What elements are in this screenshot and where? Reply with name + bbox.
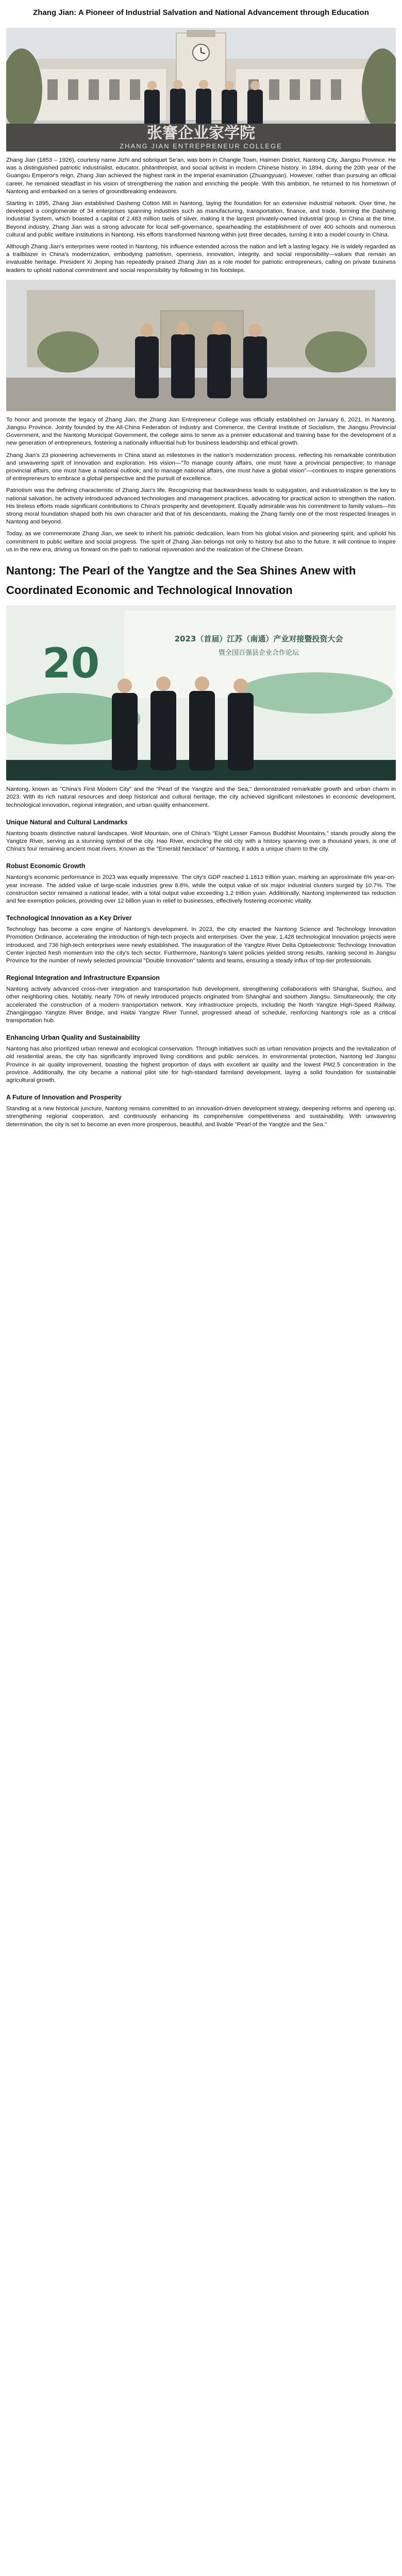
section-heading: Robust Economic Growth: [6, 862, 86, 870]
section-text: Technology has become a core engine of Nantong's development. In 2023, the city enacted the Nantong Science and Technology Innovation Promotion Ordinance, accelerating the introduction of high-tech projects and enterprises. Over the year, 1,428 technological innovation projects were introduced, and 736 high-tech enterprises were newly established. The inauguration of the Yangtze River Delta Optoelectronic Technology Innovation Center injected fresh momentum into the city's tech sector. Furthermore, Nantong's talent policies yielded strong results, ranking second in Jiangsu Province for the number of newly selected provincial "Double Innovation" talents and teams, ensuring a steady influx of top-tier professionals.: [6, 926, 396, 964]
paragraph: Zhang Jian's 23 pioneering achievements in China stand as milestones in the nation's modernization process, reflecting his remarkable contribution and unwavering spirit of innovation and exploration. His vision—"To manage county affairs, one must have a provincial perspective; to manage provincial affairs, one must have a national outlook; and to manage national affairs, one must have a global vision"—continues to inspire generations of entrepreneurs to embrace a global perspective and the pursuit of excellence.: [6, 452, 396, 482]
group-indoors-image: [6, 280, 396, 411]
paragraph: Zhang Jian (1853 – 1926), courtesy name Jizhi and sobriquet Se'an, was born in Changle Town, Haimen District, Nantong City, Jiangsu Province. He was a distinguished patriotic industrialist, educator, philanthropist, and social activist in modern Chinese history. In 1894, during the 20th year of the Guangxu Emperor's reign, Zhang Jian achieved the highest rank in the imperial examination (Zhuangyuan). However, rather than pursuing an official career, he remained steadfast in his vision of strengthening the nation and enriching the people. With this ambition, he returned to his hometown of Nantong and embarked on a series of groundbreaking endeavors.: [6, 157, 396, 195]
paragraph: Starting in 1895, Zhang Jian established Dasheng Cotton Mill in Nantong, laying the foundation for an extensive industrial network. Over time, he developed a conglomerate of 34 enterprises spanning industries such as manufacturing, transportation, finance, and trade, forming the Dasheng Industrial System, which boasted a capital of 2.483 million taels of silver, making it the largest privately-owned industrial group in China at the time. Beyond industry, Zhang Jian was a strong advocate for local self-governance, spearheading the establishment of over 400 schools and numerous cultural and public welfare institutions in Nantong. His efforts transformed Nantong within just three decades, turning it into a model county in China.: [6, 200, 396, 238]
section-heading: Technological Innovation as a Key Driver: [6, 914, 132, 922]
section-heading: Enhancing Urban Quality and Sustainability: [6, 1034, 140, 1042]
section-heading: A Future of Innovation and Prosperity: [6, 1094, 122, 1101]
conference-image: [6, 605, 396, 781]
section-text: Nantong's economic performance in 2023 was equally impressive. The city's GDP reached 1.1813 trillion yuan, marking an approximate 6% year-on-year increase. The added value of large-scale industries grew 8.8%, while the output value of six major industrial clusters surged by 10.7%. The construction sector remained a national leader, with a total output value exceeding 1.2 trillion yuan. Additionally, Nantong implemented tax reduction and fee exemption policies, providing over 12 billion yuan in relief to businesses, effectively fostering economic vitality.: [6, 874, 396, 904]
section-text: Standing at a new historical juncture, Nantong remains committed to an innovation-driven development strategy, deepening reforms and opening up, strengthening regional cooperation, and continuously enhancing its comprehensive competitiveness and sustainability. With unwavering determination, the city is set to become an even more prosperous, beautiful, and livable "Pearl of the Yangtze and the Sea.": [6, 1106, 396, 1128]
banner-heading: 2023（首届）江苏（南通）产业对接暨投资大会: [174, 634, 343, 644]
paragraph: Although Zhang Jian's enterprises were rooted in Nantong, his influence extended across the nation and left a lasting legacy. He is widely regarded as a trailblazer in China's modernization, embodying patriotism, openness, innovation, integrity, and social responsibility—values that remain an invaluable heritage. President Xi Jinping has repeatedly praised Zhang Jian as a role model for patriotic entrepreneurs, calling on private business leaders to uphold national commitment and social responsibility by following in his footsteps.: [6, 244, 396, 274]
paragraph: Patriotism was the defining characteristic of Zhang Jian's life. Recognizing that backwardness leads to subjugation, and industrialization is the key to national salvation, he actively introduced advanced technologies and management practices, advocating for practical action to strengthen the nation. His tireless efforts made significant contributions to China's prosperity and development. Equally admirable was his commitment to family values—his strong moral foundation shaped both his own character and that of his descendants, making the Zhang family one of the most respected lineages in Nantong and beyond.: [6, 487, 396, 526]
article-title-nantong: Nantong: The Pearl of the Yangtze and the Sea Shines Anew with Coordinated Economic and Technological Innovation: [6, 564, 356, 597]
sign-english: ZHANG JIAN ENTREPRENEUR COLLEGE: [120, 142, 282, 150]
paragraph: Today, as we commemorate Zhang Jian, we seek to inherit his patriotic dedication, learn from his global vision and pioneering spirit, and uphold his commitment to public welfare and social progress. The spirit of Zhang Jian belongs not only to history but also to the future. It will continue to inspire us in the new era, driving us forward on the path to national rejuvenation and the realization of the Chinese Dream.: [6, 531, 396, 553]
document-page: [0, 0, 402, 1133]
article-title-zhang-jian: Zhang Jian: A Pioneer of Industrial Salvation and National Advancement through Education: [33, 8, 369, 17]
college-gate-image: [6, 28, 396, 151]
photo-conference: [6, 605, 396, 781]
section-text: Nantong actively advanced cross-river integration and transportation hub development, strengthening collaborations with Shanghai, Suzhou, and other neighboring cities. Notably, nearly 70% of newly introduced projects originated from Shanghai and southern Jiangsu. Simultaneously, the city accelerated the construction of a modern transportation network. Key infrastructure projects, including the North Yangtze High-Speed Railway, Zhangjinggao Yangtze River Bridge, and Haitai Yangtze River Tunnel, progressed ahead of schedule, reinforcing Nantong's role as a critical transportation hub.: [6, 986, 396, 1024]
section-heading: Unique Natural and Cultural Landmarks: [6, 818, 128, 826]
section-text: Nantong boasts distinctive natural landscapes. Wolf Mountain, one of China's "Eight Lesser Famous Buddhist Mountains," stands proudly along the Yangtze River, serving as a stunning symbol of the city. Hao River, encircling the old city with a history spanning over a thousand years, is one of China's four remaining ancient moat rivers. Known as the "Emerald Necklace" of Nantong, it adds a unique charm to the city.: [6, 830, 396, 853]
sign-chinese: 张謇企业家学院: [147, 124, 255, 142]
paragraph-intro: Nantong, known as "China's First Modern City" and the "Pearl of the Yangtze and the Sea," demonstrated remarkable growth and urban charm in 2023. With its rich natural resources and deep historical and cultural heritage, the city achieved significant milestones in economic development, technological innovation, regional integration, and urban quality enhancement.: [6, 786, 396, 808]
photo-college-gate: [6, 28, 396, 151]
banner-subheading: 暨全国百强县企业合作论坛: [218, 649, 299, 657]
banner-number: 20: [42, 639, 100, 688]
photo-group-indoors: [6, 280, 396, 411]
section-heading: Regional Integration and Infrastructure Expansion: [6, 974, 160, 982]
paragraph: To honor and promote the legacy of Zhang Jian, the Zhang Jian Entrepreneur College was officially established on January 6, 2021, in Nantong, Jiangsu Province. Jointly founded by the All-China Federation of Industry and Commerce, the Central Institute of Socialism, the Jiangsu Provincial Government, and the Nantong Municipal Government, the college aims to serve as a premier educational and training base for the development of a new generation of entrepreneurs, fostering a nationally influential hub for business leadership and ethical growth.: [6, 416, 396, 447]
section-text: Nantong has also prioritized urban renewal and ecological conservation. Through initiatives such as urban renovation projects and the revitalization of old residential areas, the city has significantly improved living conditions and public services. In environmental protection, Nantong led Jiangsu Province in air quality improvement, boasting the highest proportion of days with excellent air quality and the lowest PM2.5 concentration in the province. Additionally, the city became a national pilot site for high-standard farmland development, laying a solid foundation for sustainable agricultural growth.: [6, 1046, 396, 1083]
